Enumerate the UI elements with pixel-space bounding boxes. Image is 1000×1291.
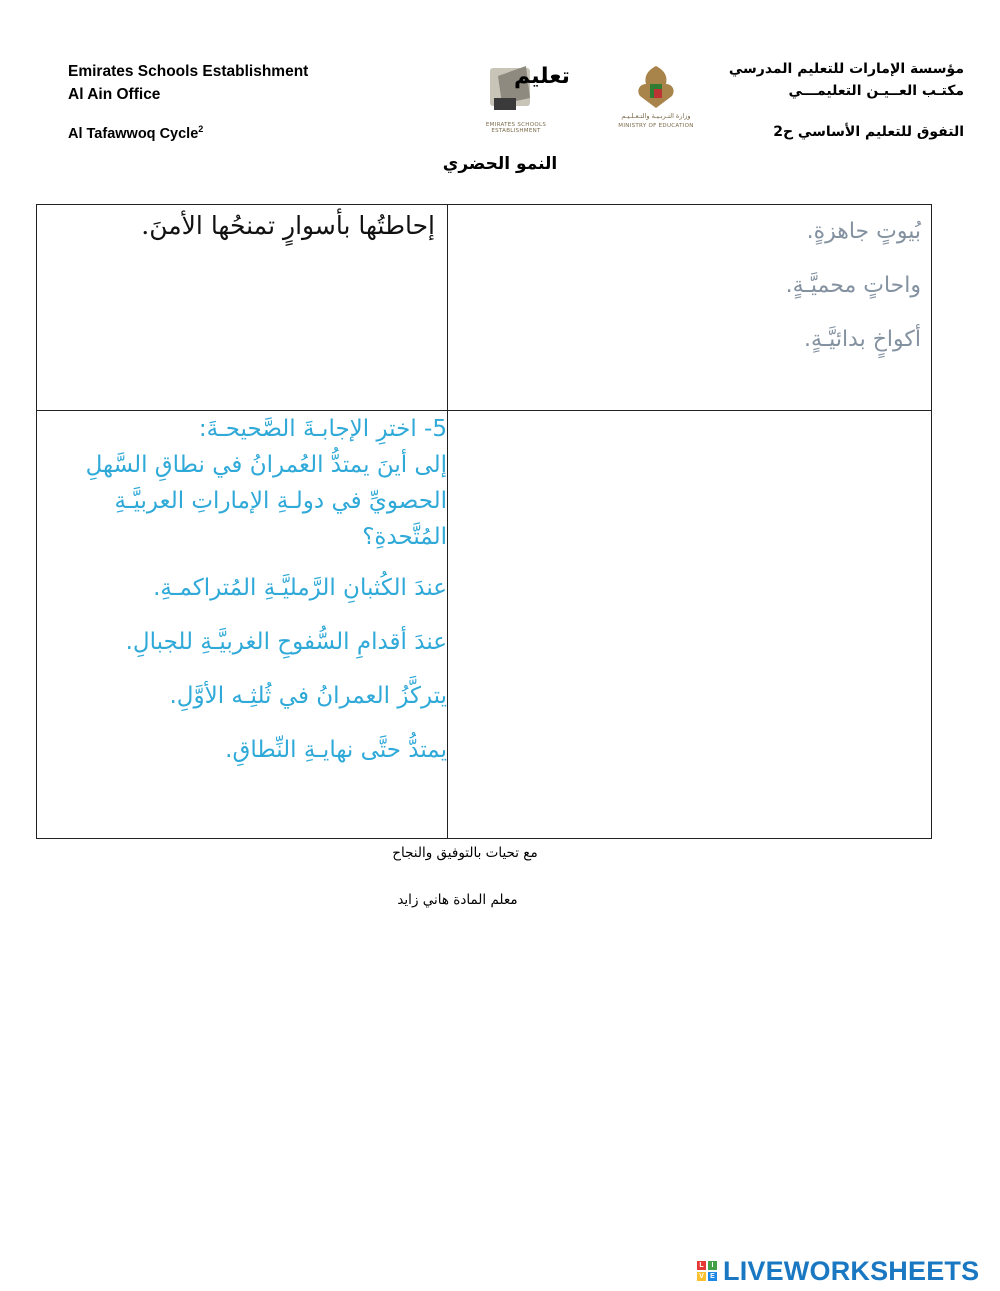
question5-option[interactable]: يمتدُّ حتَّى نهايـةِ النِّطاقِ.	[225, 737, 447, 763]
moe-caption-en: MINISTRY OF EDUCATION	[618, 123, 694, 129]
logo-block: V	[697, 1272, 706, 1281]
question4-text: إحاطتُها بأسوارٍ تمنحُها الأمنَ.	[141, 211, 435, 240]
office-name-ar: مكتـب العــيـن التعليمـــي	[788, 83, 964, 99]
ese-logo-caption: EMIRATES SCHOOLS ESTABLISHMENT	[485, 122, 547, 134]
footer-greeting: مع تحيات بالتوفيق والنجاح	[392, 845, 538, 861]
office-name-en: Al Ain Office	[68, 86, 161, 103]
question5-option[interactable]: عندَ الكُثبانِ الرَّمليَّـةِ المُتراكمـةِ.	[153, 575, 447, 601]
question5-heading: 5- اخترِ الإجابـةَ الصَّحيحـةَ:	[198, 416, 447, 442]
logo-block: I	[708, 1261, 717, 1270]
liveworksheets-text: LIVEWORKSHEETS	[723, 1255, 980, 1286]
cycle-name-en: Al Tafawwoq Cycle$^2$	[68, 124, 204, 142]
question5-option[interactable]: يتركَّزُ العمرانُ في ثُلثِـه الأوَّلِ.	[169, 683, 447, 709]
question5-cell	[37, 411, 448, 839]
org-name-ar: مؤسسة الإمارات للتعليم المدرسي	[728, 61, 964, 77]
question4-option[interactable]: واحاتٍ محميَّـةٍ.	[785, 273, 921, 298]
question4-cell	[37, 205, 448, 411]
org-name-en: Emirates Schools Establishment	[68, 63, 309, 80]
answer-drop-area[interactable]	[448, 411, 932, 839]
logo-block: E	[708, 1272, 717, 1281]
header-english	[68, 60, 308, 106]
liveworksheets-watermark	[697, 1256, 979, 1286]
worksheet-table	[36, 204, 932, 839]
moe-caption-ar: وزارة التـربـيـة والتـعـلـيـم	[621, 112, 691, 120]
footer-teacher: معلم المادة هاني زايد	[397, 892, 518, 908]
ese-logo-text: تعليم	[514, 64, 570, 89]
question4-option[interactable]: أكواخٍ بدائيَّـةٍ.	[803, 327, 921, 352]
question4-options	[448, 205, 932, 411]
logo-block: L	[697, 1261, 706, 1270]
question4-option[interactable]: بُيوتٍ جاهزةٍ.	[806, 219, 921, 244]
ese-logo	[468, 58, 570, 136]
question5-option[interactable]: عندَ أقدامِ السُّفوحِ الغربيَّـةِ للجبالِ.	[125, 629, 447, 655]
header-arabic	[684, 58, 964, 102]
cycle-name-ar: التفوق للتعليم الأساسي ح2	[773, 124, 964, 140]
page-title: النمو الحضري	[442, 154, 558, 174]
question5-text: إلى أينَ يمتدُّ العُمرانُ في نطاقِ السَّهلِ الحصويِّ في دولـةِ الإماراتِ العربيَّـةِ المُتَّحدةِ؟	[85, 452, 447, 550]
liveworksheets-logo-icon	[697, 1261, 717, 1281]
